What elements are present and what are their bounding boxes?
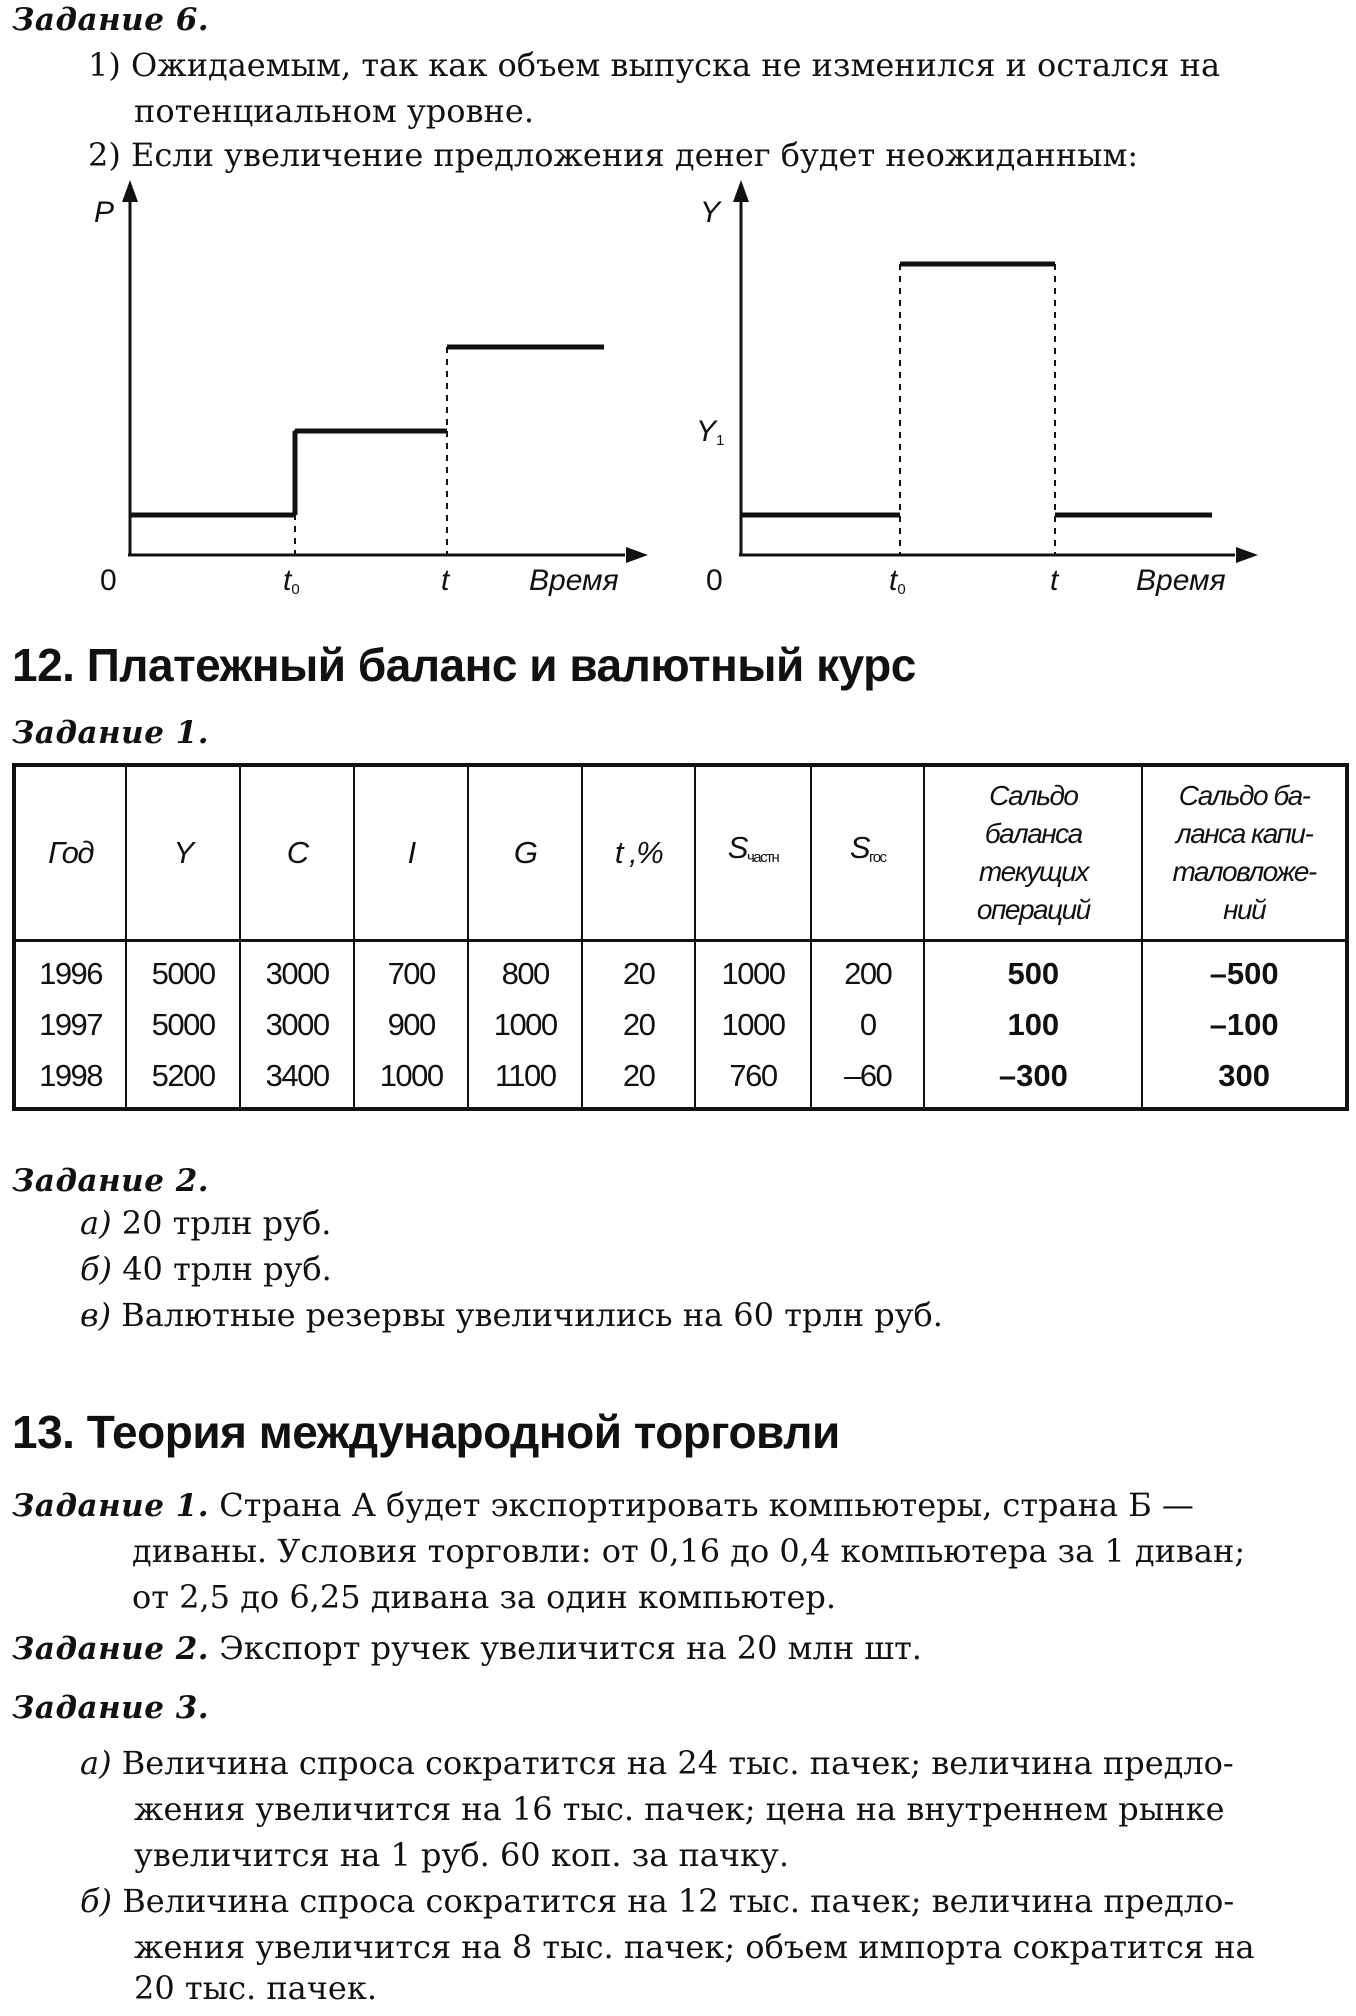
section-13-task-3-title: Задание 3.: [12, 1690, 210, 1726]
task-6-item-1-line-2: потенциальном уровне.: [134, 92, 534, 130]
cell-g: 1000: [468, 999, 582, 1050]
col-g: G: [468, 765, 582, 941]
right-origin-label: 0: [706, 564, 723, 597]
cell-capital-account: 300: [1142, 1050, 1347, 1109]
section-13-heading: 13. Теория международной торговли: [12, 1406, 840, 1458]
right-time-label: Время: [1136, 564, 1226, 597]
table-row: [14, 999, 1347, 1050]
col-current-account: Сальдо баланса текущих операций: [924, 765, 1142, 941]
output-graph: [680, 180, 1356, 620]
cell-year: 1996: [14, 941, 126, 1000]
p-axis-arrow-icon: [122, 180, 138, 202]
col-s-private: $S_{частн}$: [695, 765, 811, 941]
task-6-title: Задание 6.: [12, 2, 210, 38]
cell-t: 20: [582, 999, 695, 1050]
section-13-task-3-a-line-3: увеличится на 1 руб. 60 коп. за пачку.: [134, 1836, 790, 1874]
col-c: C: [240, 765, 354, 941]
table-row: [14, 941, 1347, 1000]
section-12-task-2-title: Задание 2.: [12, 1163, 210, 1199]
cell-year: 1997: [14, 999, 126, 1050]
section-13-task-1-line-2: диваны. Условия торговли: от 0,16 до 0,4 компьютера за 1 диван;: [132, 1532, 1246, 1570]
section-13-task-1-line-1: Задание 1. Страна А будет экспортировать компьютеры, страна Б —: [12, 1486, 1194, 1524]
left-origin-label: 0: [100, 564, 117, 597]
cell-i: 700: [354, 941, 468, 1000]
time-axis-right-arrow-icon: [1236, 547, 1258, 563]
cell-t: 20: [582, 1050, 695, 1109]
col-year: Год: [14, 765, 126, 941]
cell-s-gov: 200: [811, 941, 924, 1000]
cell-capital-account: –100: [1142, 999, 1347, 1050]
cell-current-account: –300: [924, 1050, 1142, 1109]
price-level-graph: [0, 180, 680, 620]
cell-s-gov: 0: [811, 999, 924, 1050]
cell-c: 3400: [240, 1050, 354, 1109]
price-path: [130, 347, 604, 515]
time-axis-arrow-icon: [626, 547, 648, 563]
cell-s-private: 760: [695, 1050, 811, 1109]
task-6-item-2: 2) Если увеличение предложения денег будет неожиданным:: [88, 136, 1139, 174]
section-12-heading: 12. Платежный баланс и валютный курс: [12, 639, 916, 691]
task-6-item-1-line-1: 1) Ожидаемым, так как объем выпуска не изменился и остался на: [88, 46, 1221, 84]
cell-i: 1000: [354, 1050, 468, 1109]
col-s-gov: $S_{гос}$: [811, 765, 924, 941]
cell-c: 3000: [240, 941, 354, 1000]
section-13-task-3-a-line-2: жения увеличится на 16 тыс. пачек; цена на внутреннем рынке: [134, 1790, 1225, 1828]
left-t-label: t: [441, 564, 450, 597]
cell-s-gov: –60: [811, 1050, 924, 1109]
cell-g: 1100: [468, 1050, 582, 1109]
table-header-row: [14, 765, 1347, 941]
cell-y: 5200: [126, 1050, 240, 1109]
left-time-label: Время: [529, 564, 619, 597]
section-13-task-3-b-line-1: б) Величина спроса сократится на 12 тыс. пачек; величина предло-: [80, 1882, 1235, 1920]
cell-g: 800: [468, 941, 582, 1000]
col-t: t ,%: [582, 765, 695, 941]
right-t0-label: $t_0$: [889, 564, 906, 598]
y1-label: $Y_1$: [696, 415, 725, 449]
left-t0-label: $t_0$: [283, 564, 300, 598]
output-path: [741, 264, 1212, 515]
cell-capital-account: –500: [1142, 941, 1347, 1000]
section-13-task-1-line-3: от 2,5 до 6,25 дивана за один компьютер.: [132, 1578, 837, 1616]
section-13-task-2: Задание 2. Экспорт ручек увеличится на 20 млн шт.: [12, 1629, 922, 1667]
section-12-task-2-c: в) Валютные резервы увеличились на 60 трлн руб.: [80, 1296, 943, 1334]
cell-current-account: 500: [924, 941, 1142, 1000]
cell-s-private: 1000: [695, 941, 811, 1000]
col-i: I: [354, 765, 468, 941]
col-y: Y: [126, 765, 240, 941]
section-12-task-2-a: а) 20 трлн руб.: [80, 1204, 332, 1242]
cell-y: 5000: [126, 941, 240, 1000]
cell-i: 900: [354, 999, 468, 1050]
cell-year: 1998: [14, 1050, 126, 1109]
section-13-task-3-b-line-3: 20 тыс. пачек.: [134, 1969, 377, 2007]
cell-c: 3000: [240, 999, 354, 1050]
col-capital-account: Сальдо ба- ланса капи- таловложе- ний: [1142, 765, 1347, 941]
cell-current-account: 100: [924, 999, 1142, 1050]
cell-s-private: 1000: [695, 999, 811, 1050]
y-axis-label: Y: [700, 196, 721, 229]
section-13-task-3-a-line-1: а) Величина спроса сократится на 24 тыс. пачек; величина предло-: [80, 1744, 1234, 1782]
right-t-label: t: [1050, 564, 1059, 597]
p-axis-label: P: [94, 196, 115, 229]
section-12-task-1-title: Задание 1.: [12, 715, 210, 751]
table-row: [14, 1050, 1347, 1109]
balance-of-payments-table: [12, 763, 1349, 1111]
y-axis-arrow-icon: [733, 180, 749, 202]
section-12-task-2-b: б) 40 трлн руб.: [80, 1250, 332, 1288]
cell-y: 5000: [126, 999, 240, 1050]
section-13-task-3-b-line-2: жения увеличится на 8 тыс. пачек; объем импорта сократится на: [134, 1928, 1255, 1966]
cell-t: 20: [582, 941, 695, 1000]
